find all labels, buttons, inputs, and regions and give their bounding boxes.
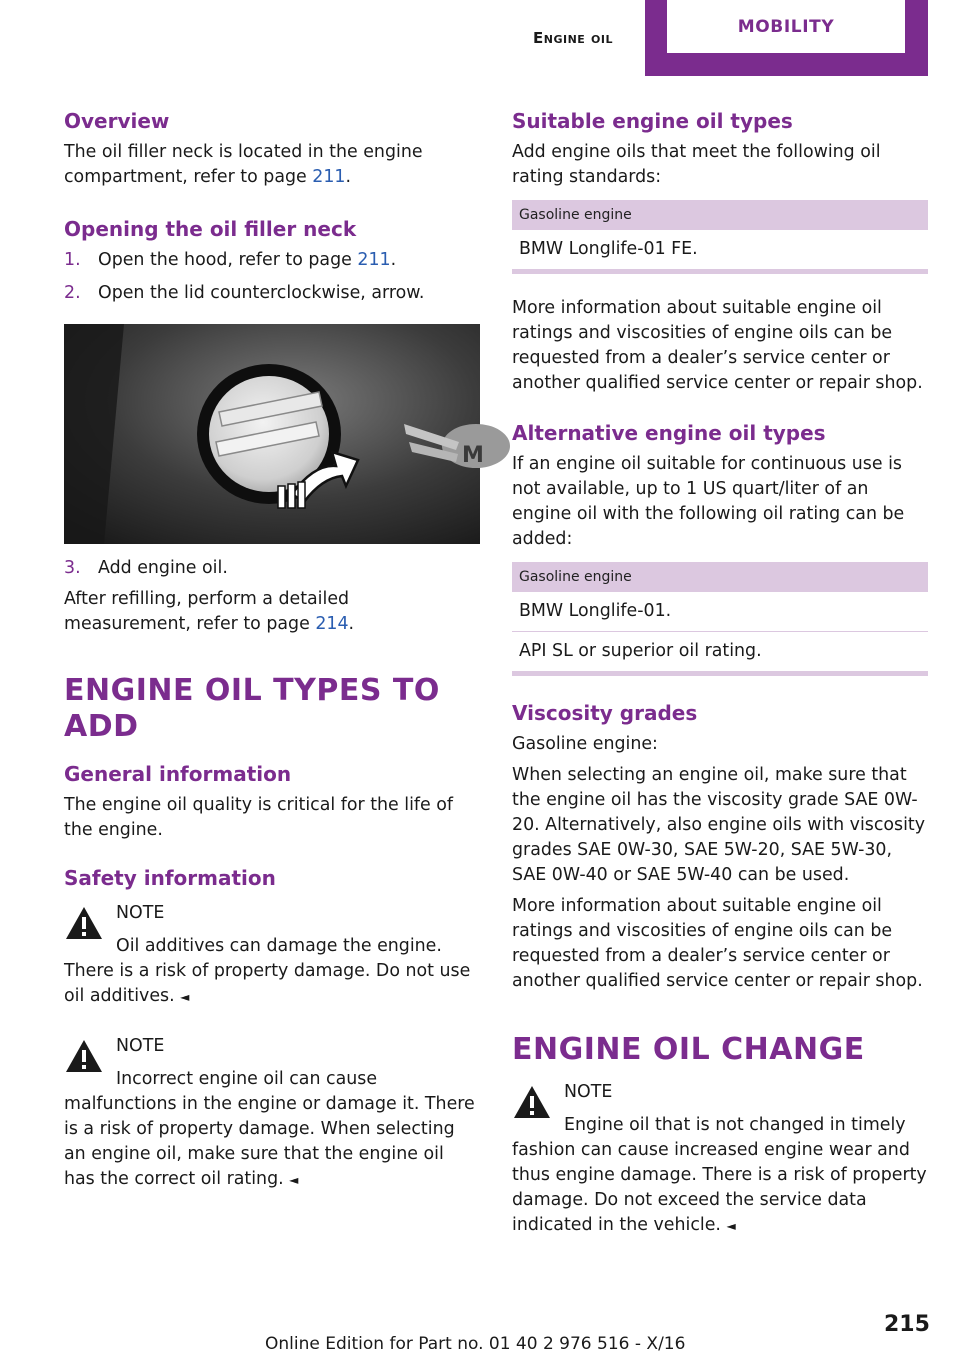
more-info-text: More information about suitable engine oil ratings and viscosities of engine oils can be requested from a dealer’s service center or another qualified service center or repair shop. [512, 896, 923, 991]
note-body: Engine oil that is not changed in timely fashion can cause increased engine wear and thus engine damage. There is a risk of property damage. Do not exceed the service data indicated in the vehicle. [512, 1115, 927, 1235]
end-marker-icon: ◄ [726, 1219, 736, 1233]
page-link-214[interactable]: 214 [315, 614, 349, 634]
viscosity-text: When selecting an engine oil, make sure that the engine oil has the viscosity grade SAE 0W-20. Alternatively, also engine oils with viscosity grades SAE 0W-30, SAE 5W-20, SAE 5W-30, SAE 0W-40 or SAE 5W-40 can be used. [512, 765, 926, 885]
note-text [512, 1113, 928, 1239]
suitable-text: Add engine oils that meet the following oil rating standards: [512, 142, 881, 187]
step-text: Open the hood, refer to page [98, 250, 352, 270]
warning-triangle-icon [64, 1038, 104, 1074]
table-row: BMW Longlife-01. [512, 592, 928, 632]
end-marker-icon: ◄ [289, 1173, 299, 1187]
right-column [512, 108, 928, 1239]
oil-table-2 [512, 562, 928, 676]
note-body: Oil additives can damage the engine. There is a risk of property damage. Do not use oil additives. [64, 936, 471, 1006]
suitable-heading: Suitable engine oil types [512, 109, 793, 133]
list-item [64, 556, 480, 581]
warning-triangle-icon [512, 1084, 552, 1120]
page-number: 215 [884, 1312, 930, 1337]
section-tab [508, 0, 638, 76]
end-marker-icon: ◄ [180, 990, 190, 1004]
types-heading: ENGINE OIL TYPES TO ADD [64, 673, 440, 744]
warning-triangle-icon [64, 905, 104, 941]
general-text: The engine oil quality is critical for the life of the engine. [64, 795, 454, 840]
step-number: 3. [64, 558, 81, 578]
overview-body: The oil filler neck is located in the engine compartment, refer to page [64, 142, 423, 187]
table-end-bar [512, 269, 928, 274]
viscosity-subtitle: Gasoline engine: [512, 734, 658, 754]
change-heading: ENGINE OIL CHANGE [512, 1032, 865, 1067]
step-number: 2. [64, 283, 81, 303]
oil-filler-cap-photo [64, 324, 484, 544]
table-end-bar [512, 671, 928, 676]
section-tab-label: Engine oil [533, 29, 613, 47]
note-block [512, 1080, 928, 1239]
alt-text: If an engine oil suitable for continuous use is not available, up to 1 US quart/liter of an engine oil with the following oil rating can be added: [512, 454, 905, 549]
chapter-tab-label: MOBILITY [667, 0, 905, 53]
note-label: NOTE [116, 1036, 165, 1056]
step-text: Open the lid counterclockwise, arrow. [98, 283, 425, 303]
page-link-211[interactable]: 211 [312, 167, 346, 187]
after-refill-text: After refilling, perform a detailed measurement, refer to page 214. [64, 589, 355, 634]
table-row: BMW Longlife-01 FE. [519, 239, 698, 259]
opening-heading: Opening the oil filler neck [64, 217, 357, 241]
note-text [64, 1067, 480, 1193]
step-text: Add engine oil. [98, 558, 228, 578]
table-row: API SL or superior oil rating. [519, 641, 762, 661]
svg-text:M: M [462, 443, 484, 468]
note-body: Incorrect engine oil can cause malfunctions in the engine or damage it. There is a risk of property damage. When selecting an engine oil, make sure that the engine oil has the correct oil rating. [64, 1069, 475, 1189]
overview-heading: Overview [64, 109, 170, 133]
table-header: Gasoline engine [512, 200, 928, 230]
oil-filler-cap-illustration [64, 324, 484, 544]
note-label: NOTE [116, 903, 165, 923]
edition-footer: Online Edition for Part no. 01 40 2 976 516 - X/16 [265, 1334, 686, 1354]
step-number: 1. [64, 250, 81, 270]
overview-text: The oil filler neck is located in the engine compartment, refer to page 211. [64, 142, 423, 187]
table-header: Gasoline engine [512, 562, 928, 592]
more-info-text: More information about suitable engine oil ratings and viscosities of engine oils can be requested from a dealer’s service center or another qualified service center or repair shop. [512, 298, 923, 393]
note-label: NOTE [564, 1082, 613, 1102]
alt-heading: Alternative engine oil types [512, 421, 826, 445]
chapter-tab [645, 0, 928, 76]
list-item: 1. Open the hood, refer to page 211. [64, 248, 480, 273]
list-item [64, 281, 480, 306]
note-text [64, 934, 480, 1010]
note-block [64, 1034, 480, 1193]
note-block [64, 901, 480, 1010]
oil-table-1 [512, 200, 928, 274]
after-refill-body: After refilling, perform a detailed measurement, refer to page [64, 589, 350, 634]
safety-heading: Safety information [64, 866, 276, 890]
left-column [64, 108, 484, 1193]
viscosity-heading: Viscosity grades [512, 701, 698, 725]
page-link-211[interactable]: 211 [357, 250, 391, 270]
general-heading: General information [64, 762, 292, 786]
